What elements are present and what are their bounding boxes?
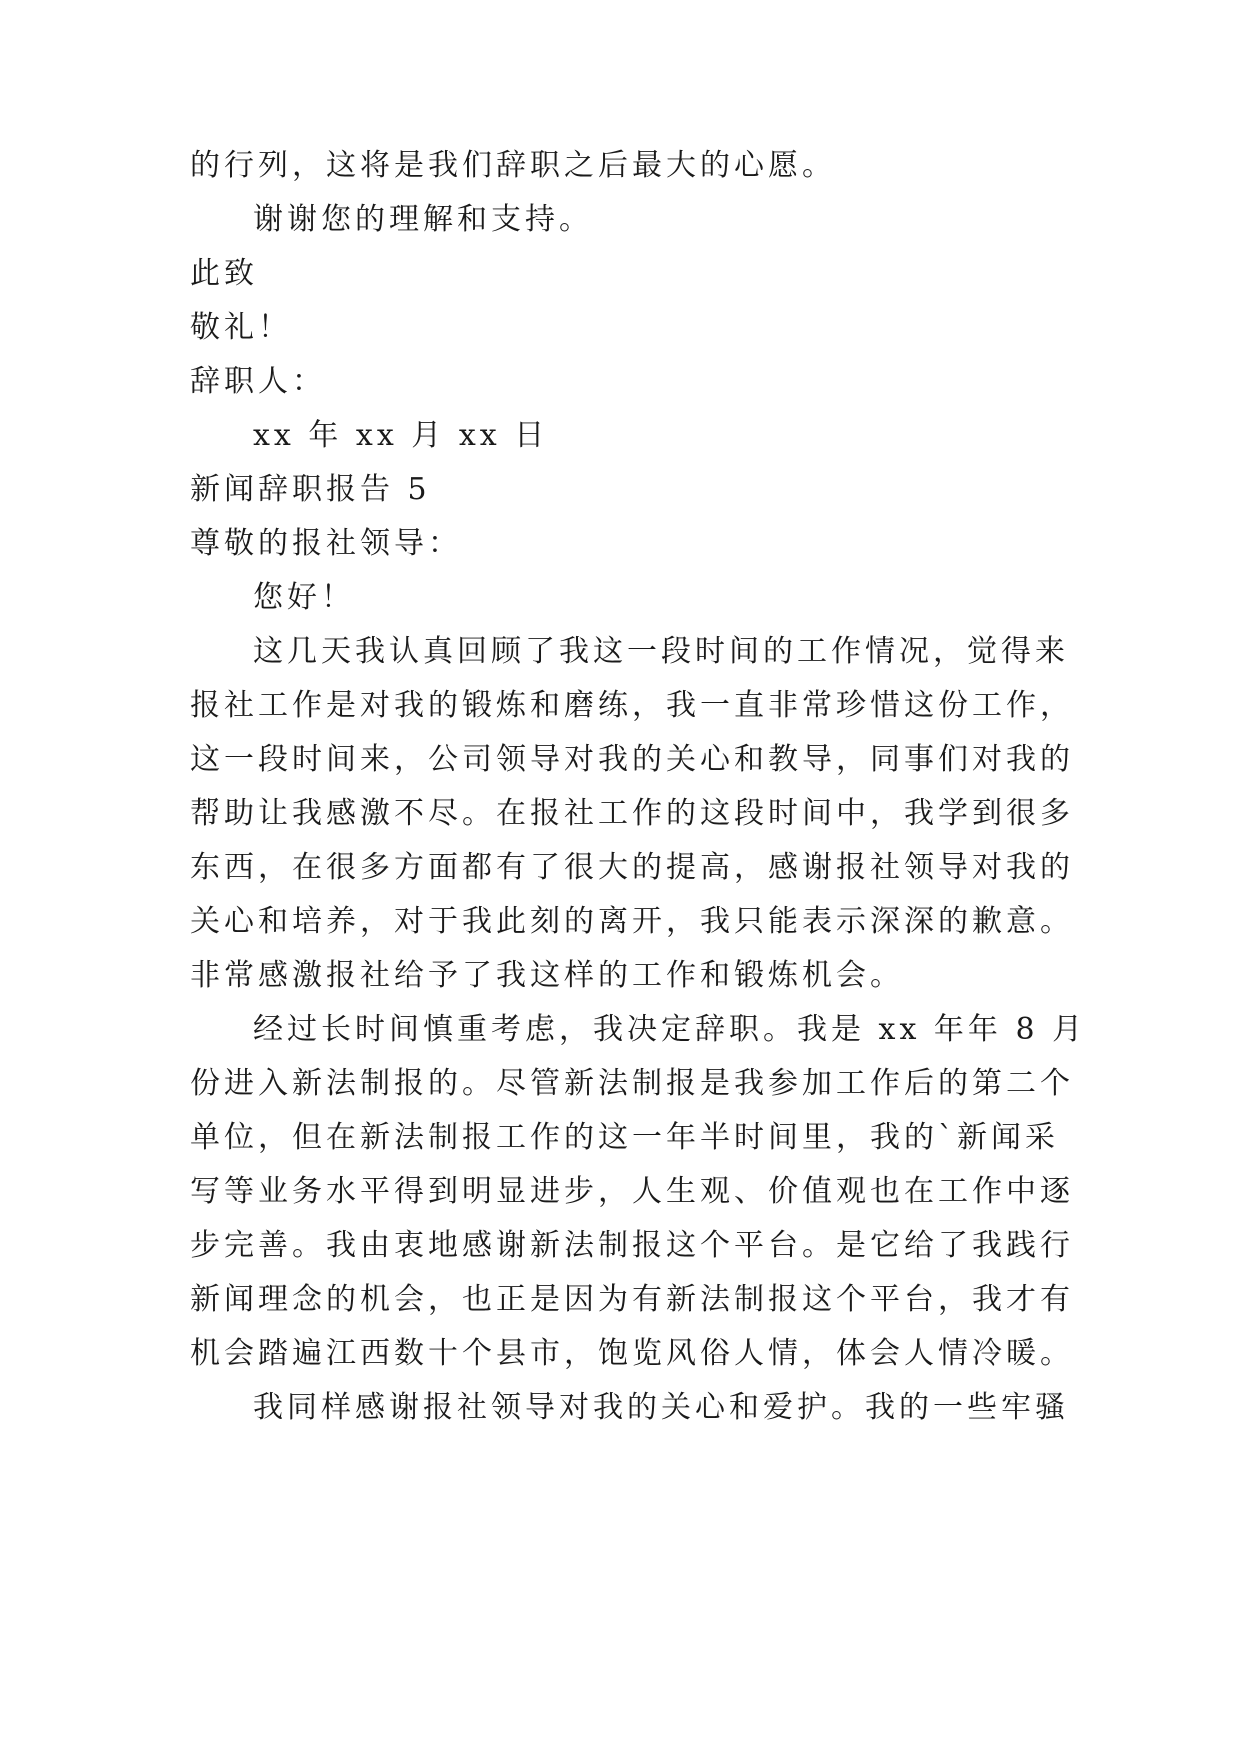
text-line: 我同样感谢报社领导对我的关心和爱护。我的一些牢骚 (253, 1390, 1069, 1425)
greeting-line: 您好！ (253, 580, 355, 615)
section-title: 新闻辞职报告 5 (190, 472, 431, 507)
text-line: 谢谢您的理解和支持。 (253, 202, 593, 237)
text-line: 这一段时间来，公司领导对我的关心和教导，同事们对我的 (190, 742, 1074, 777)
date-line: xx 年 xx 月 xx 日 (253, 418, 549, 453)
text-line: 报社工作是对我的锻炼和磨练，我一直非常珍惜这份工作， (190, 688, 1074, 723)
text-line: 步完善。我由衷地感谢新法制报这个平台。是它给了我践行 (190, 1228, 1074, 1263)
text-line: 帮助让我感激不尽。在报社工作的这段时间中，我学到很多 (190, 796, 1074, 831)
text-line: 新闻理念的机会，也正是因为有新法制报这个平台，我才有 (190, 1282, 1074, 1317)
salutation-line: 此致 (190, 256, 258, 291)
signature-label: 辞职人： (190, 364, 326, 399)
text-line: 东西，在很多方面都有了很大的提高，感谢报社领导对我的 (190, 850, 1074, 885)
text-line: 写等业务水平得到明显进步，人生观、价值观也在工作中逐 (190, 1174, 1074, 1209)
text-line: 非常感激报社给予了我这样的工作和锻炼机会。 (190, 958, 904, 993)
text-line: 关心和培养，对于我此刻的离开，我只能表示深深的歉意。 (190, 904, 1074, 939)
salutation-line: 敬礼！ (190, 310, 292, 345)
greeting-line: 尊敬的报社领导： (190, 526, 462, 561)
text-line: 的行列，这将是我们辞职之后最大的心愿。 (190, 148, 836, 183)
text-line: 机会踏遍江西数十个县市，饱览风俗人情，体会人情冷暖。 (190, 1336, 1074, 1371)
text-line: 份进入新法制报的。尽管新法制报是我参加工作后的第二个 (190, 1066, 1074, 1101)
text-line: 单位，但在新法制报工作的这一年半时间里，我的`新闻采 (190, 1120, 1059, 1155)
text-line: 经过长时间慎重考虑，我决定辞职。我是 xx 年年 8 月 (253, 1012, 1087, 1047)
text-line: 这几天我认真回顾了我这一段时间的工作情况，觉得来 (253, 634, 1069, 669)
